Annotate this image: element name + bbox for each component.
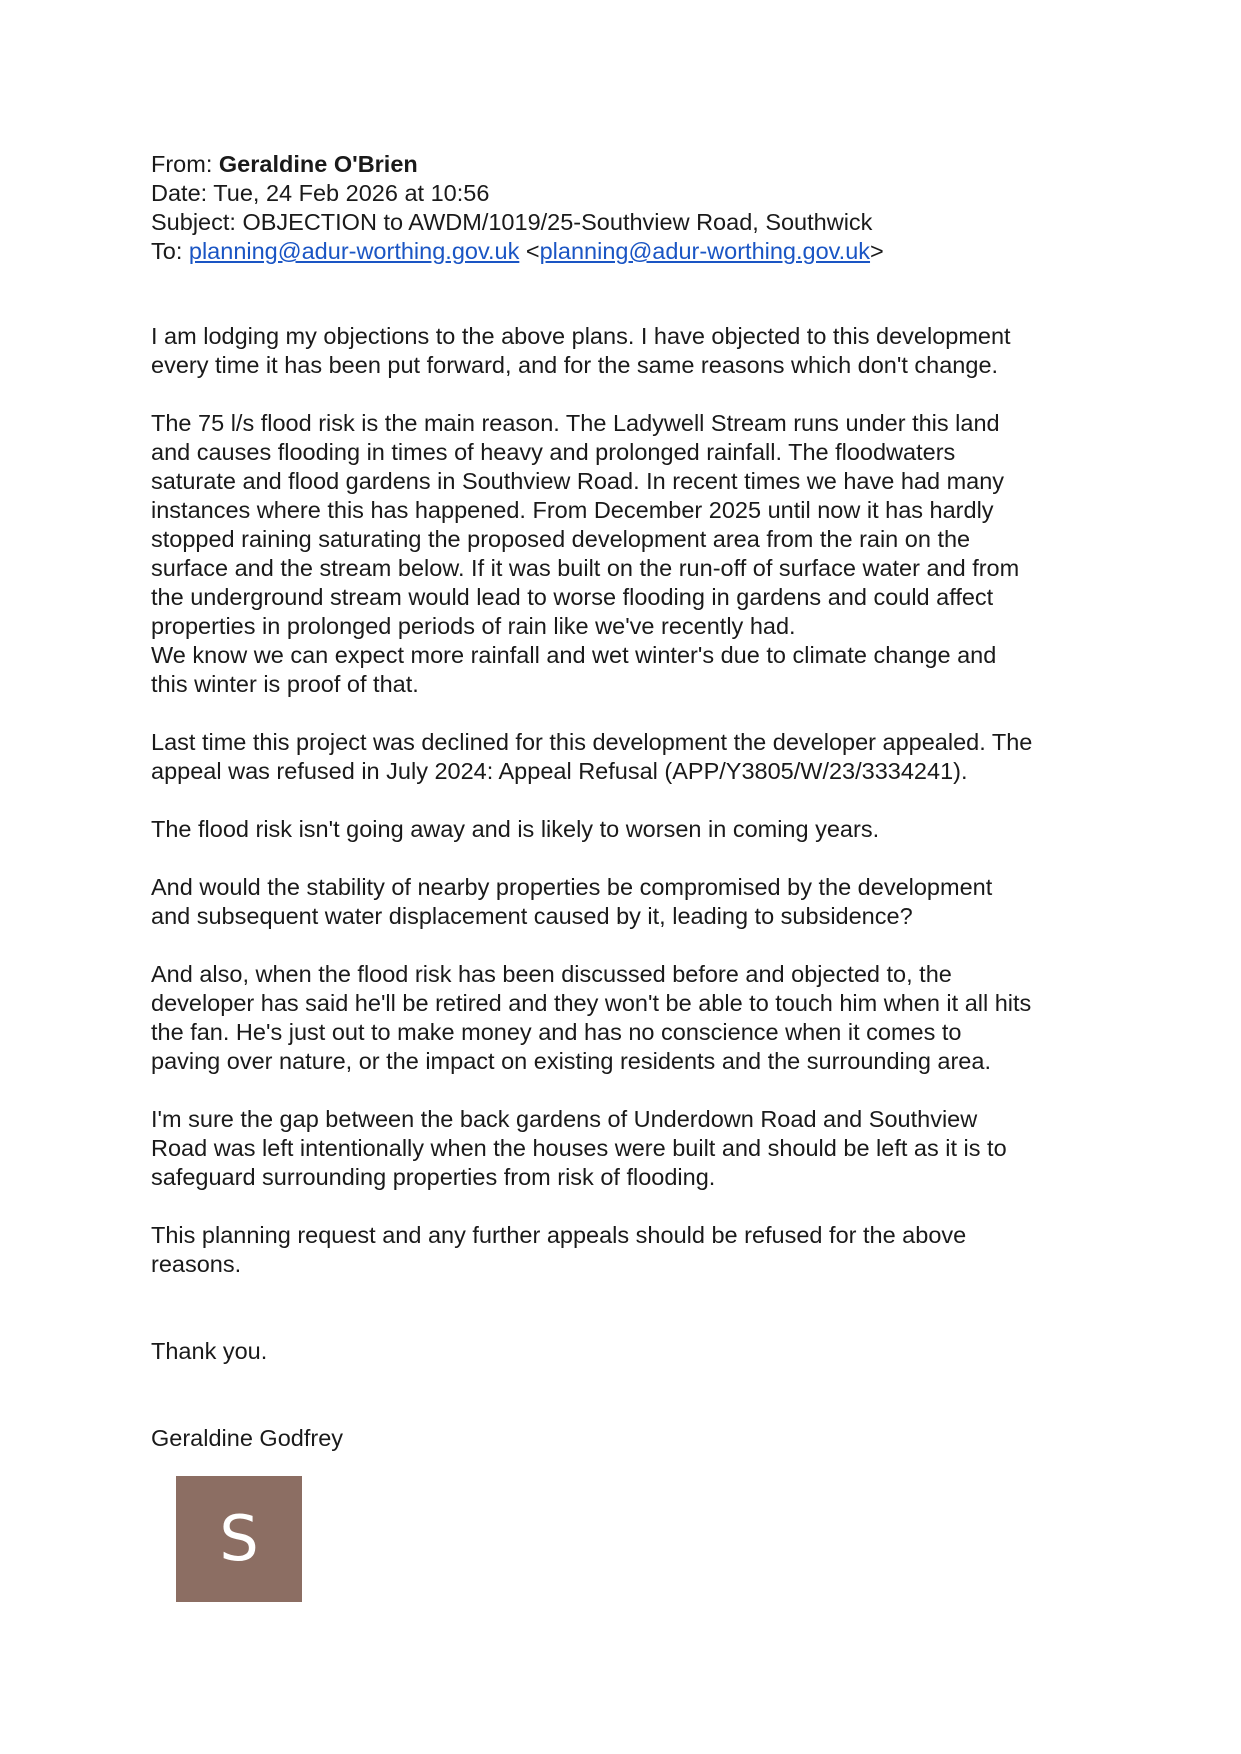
body-paragraph-5: And would the stability of nearby properties be compromised by the development and subsequent water displacement caused by it, leading to subsidence? (151, 874, 993, 929)
to-email-link[interactable]: planning@adur-worthing.gov.uk (188, 238, 520, 264)
body-paragraph-3: Last time this project was declined for this development the developer appealed. The appeal was refused in July 2024: Appeal Refusal (APP/Y3805/W/23/3334241). (151, 729, 1033, 784)
avatar (176, 1476, 302, 1602)
to-label: To: (151, 238, 189, 264)
body-paragraph-1: I am lodging my objections to the above plans. I have objected to this development every time it has been put forward, and for the same reasons which don't change. (151, 323, 1011, 378)
body-paragraph-6: And also, when the flood risk has been discussed before and objected to, the developer has said he'll be retired and they won't be able to touch him when it all hits the fan. He's just out to make money and has no conscience when it comes to paving over nature, or the impact on existing residents and the surrounding area. (151, 961, 1032, 1074)
body-paragraph-4: The flood risk isn't going away and is likely to worsen in coming years. (151, 816, 880, 842)
subject-value: OBJECTION to AWDM/1019/25-Southview Road, Southwick (242, 209, 873, 235)
signature-name: Geraldine Godfrey (151, 1425, 344, 1451)
signoff: Thank you. (151, 1338, 268, 1364)
from-label: From: (151, 151, 219, 177)
to-close-bracket: > (870, 238, 884, 264)
date-value: Tue, 24 Feb 2026 at 10:56 (213, 180, 490, 206)
to-open-bracket: < (519, 238, 540, 264)
to-email-link-bracketed[interactable]: planning@adur-worthing.gov.uk (539, 238, 871, 264)
date-line (151, 179, 1111, 208)
to-line (151, 237, 1111, 266)
subject-label: Subject: (151, 209, 243, 235)
date-label: Date: (151, 180, 214, 206)
from-line (151, 150, 1111, 179)
subject-line (151, 208, 1111, 237)
email-header (151, 150, 1111, 266)
email-content (151, 150, 1111, 1477)
body-paragraph-7: I'm sure the gap between the back gardens of Underdown Road and Southview Road was left intentionally when the houses were built and should be left as it is to safeguard surrounding properties from risk of flooding. (151, 1106, 1007, 1190)
avatar-letter: S (219, 1502, 259, 1575)
body-paragraph-8: This planning request and any further appeals should be refused for the above reasons. (151, 1222, 967, 1277)
body-paragraph-2: The 75 l/s flood risk is the main reason. The Ladywell Stream runs under this land and causes flooding in times of heavy and prolonged rainfall. The floodwaters saturate and flood gardens in Southview Road. In recent times we have had many instances where this has happened. From December 2025 until now it has hardly stopped raining saturating the proposed development area from the rain on the surface and the stream below. If it was built on the run-off of surface water and from the underground stream would lead to worse flooding in gardens and could affect properties in prolonged periods of rain like we've recently had. We know we can expect more rainfall and wet winter's due to climate change and this winter is proof of that. (151, 410, 1020, 697)
email-body (151, 322, 1111, 1453)
sender-name: Geraldine O'Brien (218, 151, 418, 177)
